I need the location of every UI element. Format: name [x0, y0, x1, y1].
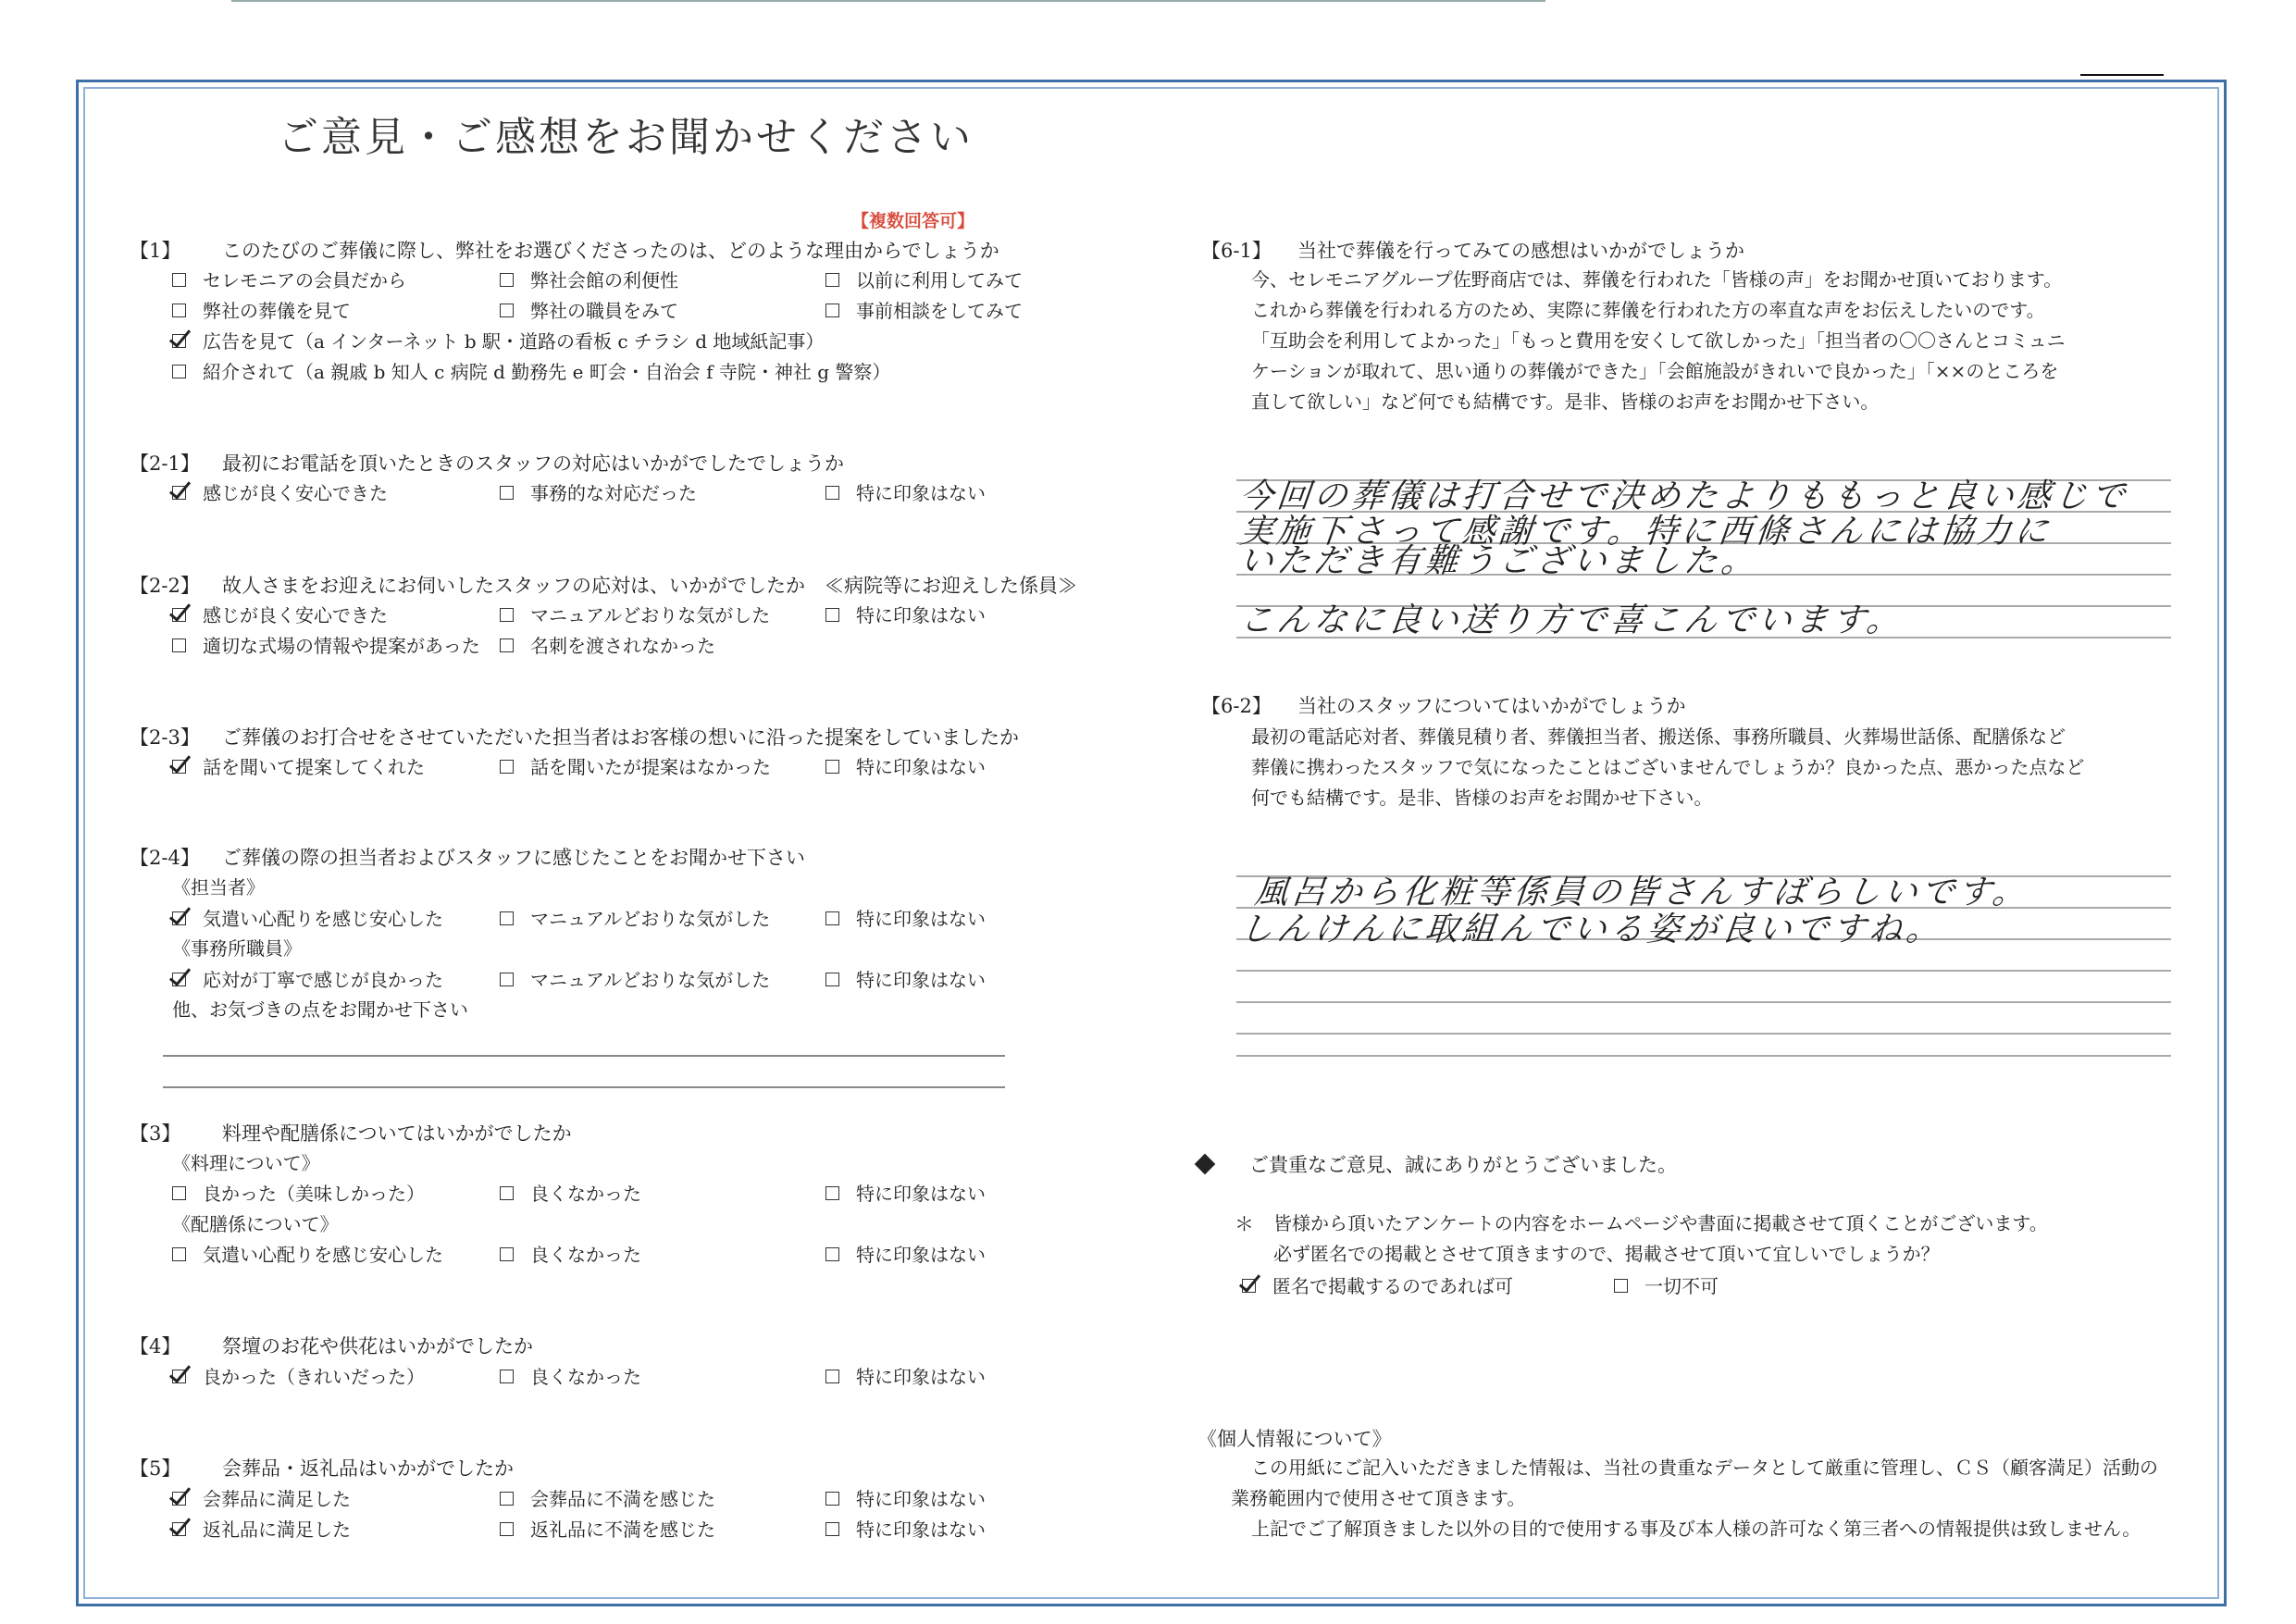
comment-line[interactable]	[163, 1086, 1005, 1088]
checkbox[interactable]	[500, 1247, 514, 1261]
publish-option-refuse[interactable]	[1614, 1274, 1719, 1298]
checkbox[interactable]	[825, 1370, 839, 1383]
q1-option[interactable]	[172, 360, 890, 384]
q5-option[interactable]	[172, 1487, 351, 1511]
q24-option[interactable]	[825, 907, 986, 931]
q3-sub-server: 《配膳係について》	[172, 1213, 339, 1235]
option-label: 特に印象はない	[856, 756, 986, 778]
q22-option[interactable]	[500, 603, 770, 627]
q62-heading	[1201, 694, 1686, 718]
q1-text: このたびのご葬儀に際し、弊社をお選びくださったのは、どのような理由からでしょうか	[222, 240, 999, 262]
checkbox[interactable]	[1242, 1279, 1256, 1293]
checkbox[interactable]	[172, 638, 186, 652]
checkbox[interactable]	[172, 1370, 186, 1383]
q62-text: 当社のスタッフについてはいかがでしょうか	[1297, 695, 1686, 717]
handwritten-answer: しんけんに取組んでいる姿が良いですね。	[1237, 911, 1945, 948]
q3-sub-food: 《料理について》	[172, 1152, 320, 1174]
q62-number: 【6-2】	[1201, 695, 1272, 717]
checkbox[interactable]	[500, 486, 514, 500]
option-label: 匿名で掲載するのであれば可	[1272, 1275, 1513, 1297]
option-label: 広告を見て（a インターネット b 駅・道路の看板 c チラシ d 地域紙記事）	[203, 330, 825, 353]
q21-number: 【2-1】	[130, 452, 200, 475]
option-label: 弊社会館の利便性	[530, 269, 678, 291]
checkbox[interactable]	[500, 1522, 514, 1536]
q23-option[interactable]	[500, 755, 771, 779]
paragraph-line: 「互助会を利用してよかった」「もっと費用を安くして欲しかった」「担当者の〇〇さんとコミュニ	[1251, 329, 2066, 352]
q5-option[interactable]	[500, 1487, 715, 1511]
handwritten-answer: いただき有難うございました。	[1237, 542, 1760, 580]
q1-option[interactable]	[500, 268, 678, 292]
checkbox[interactable]	[825, 973, 839, 986]
option-label: 紹介されて（a 親戚 b 知人 c 病院 d 勤務先 e 町会・自治会 f 寺院・神社 g 警察）	[203, 361, 891, 383]
q61-heading	[1201, 239, 1744, 263]
handwritten-answer: 実施下さって感謝です。特に西條さんには協力に	[1237, 513, 2054, 551]
checkbox[interactable]	[825, 1186, 839, 1200]
paragraph-line: 最初の電話応対者、葬儀見積り者、葬儀担当者、搬送係、事務所職員、火葬場世話係、配膳係など	[1251, 725, 2066, 748]
paragraph-line: ケーションが取れて、思い通りの葬儀ができた」「会館施設がきれいで良かった」「××のところを	[1251, 360, 2059, 382]
q62-paragraph	[1251, 722, 2084, 813]
q21-option[interactable]	[500, 481, 697, 505]
q22-option[interactable]	[172, 603, 388, 627]
q3-option[interactable]	[500, 1243, 641, 1267]
q4-option[interactable]	[172, 1365, 425, 1389]
q3-option[interactable]	[172, 1182, 425, 1206]
option-label: マニュアルどおりな気がした	[530, 969, 771, 991]
q23-text: ご葬儀のお打合せをさせていただいた担当者はお客様の想いに沿った提案をしていましたか	[222, 726, 1019, 749]
checkbox[interactable]	[500, 638, 514, 652]
checkbox[interactable]	[500, 911, 514, 925]
paragraph-line: これから葬儀を行われる方のため、実際に葬儀を行われた方の率直な声をお伝えしたいのです。	[1251, 299, 2045, 321]
option-label: 特に印象はない	[856, 1488, 986, 1510]
option-label: 話を聞いたが提案はなかった	[530, 756, 771, 778]
option-label: マニュアルどおりな気がした	[530, 604, 771, 626]
checkbox[interactable]	[172, 334, 186, 348]
q22-number: 【2-2】	[130, 575, 200, 597]
checkbox[interactable]	[1614, 1279, 1628, 1293]
q3-option[interactable]	[172, 1243, 443, 1267]
q4-text: 祭壇のお花や供花はいかがでしたか	[222, 1335, 533, 1357]
paragraph-line: 何でも結構です。是非、皆様のお声をお聞かせ下さい。	[1251, 787, 1713, 809]
publish-star: ＊	[1235, 1213, 1254, 1235]
q61-paragraph	[1251, 265, 2066, 417]
option-label: 特に印象はない	[856, 908, 986, 930]
checkbox[interactable]	[172, 760, 186, 774]
checkbox[interactable]	[500, 304, 514, 317]
option-label: 気遣い心配りを感じ安心した	[203, 1244, 443, 1266]
option-label: 応対が丁寧で感じが良かった	[203, 969, 443, 991]
q24-option[interactable]	[500, 907, 770, 931]
option-label: 一切不可	[1644, 1275, 1719, 1297]
option-label: 良くなかった	[530, 1183, 641, 1205]
answer-line[interactable]	[1236, 970, 2171, 972]
q21-option[interactable]	[825, 481, 986, 505]
q3-option[interactable]	[825, 1182, 986, 1206]
option-label: 特に印象はない	[856, 969, 986, 991]
diamond-bullet-icon	[1195, 1154, 1216, 1175]
option-label: 良くなかった	[530, 1244, 641, 1266]
q22-option[interactable]	[500, 634, 715, 658]
q3-number: 【3】	[130, 1122, 181, 1145]
q3-text: 料理や配膳係についてはいかがでしたか	[222, 1122, 572, 1145]
option-label: 弊社の葬儀を見て	[203, 300, 351, 322]
thanks-text: ご貴重なご意見、誠にありがとうございました。	[1249, 1154, 1677, 1176]
q22-option[interactable]	[172, 634, 480, 658]
q1-number: 【1】	[130, 240, 181, 262]
q24-other-label: 他、お気づきの点をお聞かせ下さい	[172, 998, 468, 1021]
checkbox[interactable]	[825, 1492, 839, 1506]
q5-text: 会葬品・返礼品はいかがでしたか	[222, 1457, 514, 1480]
checkbox[interactable]	[172, 911, 186, 925]
q24-number: 【2-4】	[130, 847, 200, 869]
publish-option-anonymous[interactable]	[1242, 1274, 1513, 1298]
option-label: 事務的な対応だった	[530, 482, 697, 504]
q24-option[interactable]	[825, 968, 986, 992]
q21-text: 最初にお電話を頂いたときのスタッフの対応はいかがでしたでしょうか	[222, 452, 844, 475]
page-title: ご意見・ご感想をお聞かせください	[278, 114, 974, 161]
scan-top-edge	[231, 0, 1545, 2]
q3-option[interactable]	[825, 1243, 986, 1267]
q24-heading	[130, 846, 805, 870]
checkbox[interactable]	[172, 973, 186, 986]
checkbox[interactable]	[500, 608, 514, 622]
option-label: 会葬品に不満を感じた	[530, 1488, 715, 1510]
q1-option[interactable]	[825, 268, 1023, 292]
q5-option[interactable]	[500, 1518, 715, 1542]
paragraph-line: 必ず匿名での掲載とさせて頂きますので、掲載させて頂いて宜しいでしょうか？	[1273, 1243, 1940, 1265]
q5-option[interactable]	[825, 1518, 986, 1542]
q4-heading	[130, 1334, 533, 1358]
q24-sub-staff: 《担当者》	[172, 876, 265, 899]
checkbox[interactable]	[172, 486, 186, 500]
option-label: セレモニアの会員だから	[203, 269, 406, 291]
option-label: 感じが良く安心できた	[203, 604, 388, 626]
checkbox[interactable]	[500, 1186, 514, 1200]
option-label: 返礼品に不満を感じた	[530, 1519, 715, 1541]
q24-option[interactable]	[172, 907, 443, 931]
publish-notice	[1273, 1209, 2048, 1270]
option-label: 特に印象はない	[856, 604, 986, 626]
q1-option[interactable]	[172, 299, 351, 323]
option-label: 良かった（きれいだった）	[203, 1366, 425, 1388]
checkbox[interactable]	[500, 973, 514, 986]
option-label: 名刺を渡されなかった	[530, 635, 715, 657]
q1-option[interactable]	[172, 268, 406, 292]
handwritten-answer: 風呂から化粧等係員の皆さんすばらしいです。	[1252, 874, 2031, 911]
option-label: 返礼品に満足した	[203, 1519, 351, 1541]
q1-heading	[130, 239, 999, 263]
paragraph-line: 業務範囲内で使用させて頂きます。	[1231, 1487, 1526, 1509]
paragraph-line: 今、セレモニアグループ佐野商店では、葬儀を行われた「皆様の声」をお聞かせ頂いております。	[1251, 268, 2063, 291]
q21-option[interactable]	[172, 481, 388, 505]
option-label: 話を聞いて提案してくれた	[203, 756, 425, 778]
checkbox[interactable]	[825, 1522, 839, 1536]
q4-option[interactable]	[825, 1365, 986, 1389]
checkbox[interactable]	[500, 760, 514, 774]
option-label: 感じが良く安心できた	[203, 482, 388, 504]
handwritten-answer: 今回の葬儀は打合せで決めたよりももっと良い感じで	[1237, 477, 2130, 515]
checkbox[interactable]	[825, 486, 839, 500]
checkbox[interactable]	[500, 273, 514, 287]
option-label: 会葬品に満足した	[203, 1488, 351, 1510]
q1-option[interactable]	[172, 329, 824, 353]
q3-option[interactable]	[500, 1182, 641, 1206]
q5-option[interactable]	[172, 1518, 351, 1542]
multiple-answer-note: 【複数回答可】	[851, 211, 975, 231]
checkbox[interactable]	[825, 273, 839, 287]
paragraph-line: 皆様から頂いたアンケートの内容をホームページや書面に掲載させて頂くことがございます。	[1273, 1212, 2048, 1234]
checkbox[interactable]	[825, 760, 839, 774]
checkbox[interactable]	[172, 1522, 186, 1536]
paragraph-line: 直して欲しい」など何でも結構です。是非、皆様のお声をお聞かせ下さい。	[1251, 391, 1880, 413]
q24-sub-office: 《事務所職員》	[172, 937, 302, 960]
q24-option[interactable]	[500, 968, 770, 992]
option-label: 以前に利用してみて	[856, 269, 1023, 291]
q22-option[interactable]	[825, 603, 986, 627]
comment-line[interactable]	[163, 1055, 1005, 1057]
option-label: 特に印象はない	[856, 1183, 986, 1205]
q23-option[interactable]	[172, 755, 425, 779]
corner-mark	[2080, 74, 2164, 76]
checkbox[interactable]	[172, 273, 186, 287]
checkbox[interactable]	[172, 1492, 186, 1506]
option-label: 特に印象はない	[856, 482, 986, 504]
q23-option[interactable]	[825, 755, 986, 779]
checkbox[interactable]	[500, 1492, 514, 1506]
q23-heading	[130, 725, 1019, 750]
option-label: 良かった（美味しかった）	[203, 1183, 425, 1205]
q24-text: ご葬儀の際の担当者およびスタッフに感じたことをお聞かせ下さい	[222, 847, 805, 869]
checkbox[interactable]	[825, 608, 839, 622]
privacy-title: 《個人情報について》	[1198, 1428, 1392, 1450]
paragraph-line: この用紙にご記入いただきました情報は、当社の貴重なデータとして厳重に管理し、ＣＳ（顧客満足）活動の	[1251, 1457, 2158, 1479]
q5-heading	[130, 1457, 514, 1481]
checkbox[interactable]	[172, 1186, 186, 1200]
privacy-paragraph	[1231, 1453, 2158, 1544]
option-label: 特に印象はない	[856, 1366, 986, 1388]
checkbox[interactable]	[172, 365, 186, 378]
option-label: 気遣い心配りを感じ安心した	[203, 908, 443, 930]
thanks-line	[1198, 1153, 1677, 1177]
handwritten-answer: こんなに良い送り方で喜こんでいます。	[1237, 601, 1905, 639]
q4-option[interactable]	[500, 1365, 641, 1389]
answer-line[interactable]	[1236, 1033, 2171, 1035]
q21-heading	[130, 452, 844, 476]
checkbox[interactable]	[172, 608, 186, 622]
checkbox[interactable]	[172, 1247, 186, 1261]
option-label: 特に印象はない	[856, 1519, 986, 1541]
option-label: 適切な式場の情報や提案があった	[203, 635, 480, 657]
checkbox[interactable]	[825, 911, 839, 925]
q22-text: 故人さまをお迎えにお伺いしたスタッフの応対は、いかがでしたか ≪病院等にお迎えした係員≫	[222, 575, 1077, 597]
q4-number: 【4】	[130, 1335, 181, 1357]
q3-heading	[130, 1122, 572, 1146]
q61-text: 当社で葬儀を行ってみての感想はいかがでしょうか	[1297, 240, 1744, 262]
paragraph-line: 葬儀に携わったスタッフで気になったことはございませんでしょうか？良かった点、悪かった点など	[1251, 756, 2085, 778]
option-label: 特に印象はない	[856, 1244, 986, 1266]
q1-option[interactable]	[500, 299, 678, 323]
answer-line[interactable]	[1236, 1001, 2171, 1003]
checkbox[interactable]	[172, 304, 186, 317]
option-label: 事前相談をしてみて	[856, 300, 1023, 322]
q5-number: 【5】	[130, 1457, 181, 1480]
option-label: 弊社の職員をみて	[530, 300, 678, 322]
q23-number: 【2-3】	[130, 726, 200, 749]
checkbox[interactable]	[500, 1370, 514, 1383]
option-label: 良くなかった	[530, 1366, 641, 1388]
paragraph-line: 上記でご了解頂きました以外の目的で使用する事及び本人様の許可なく第三者への情報提供は致しません。	[1251, 1518, 2141, 1540]
q5-option[interactable]	[825, 1487, 986, 1511]
answer-line[interactable]	[1236, 1055, 2171, 1057]
option-label: マニュアルどおりな気がした	[530, 908, 771, 930]
q24-option[interactable]	[172, 968, 443, 992]
q1-option[interactable]	[825, 299, 1023, 323]
checkbox[interactable]	[825, 304, 839, 317]
checkbox[interactable]	[825, 1247, 839, 1261]
q61-number: 【6-1】	[1201, 240, 1272, 262]
q22-heading	[130, 574, 1077, 598]
